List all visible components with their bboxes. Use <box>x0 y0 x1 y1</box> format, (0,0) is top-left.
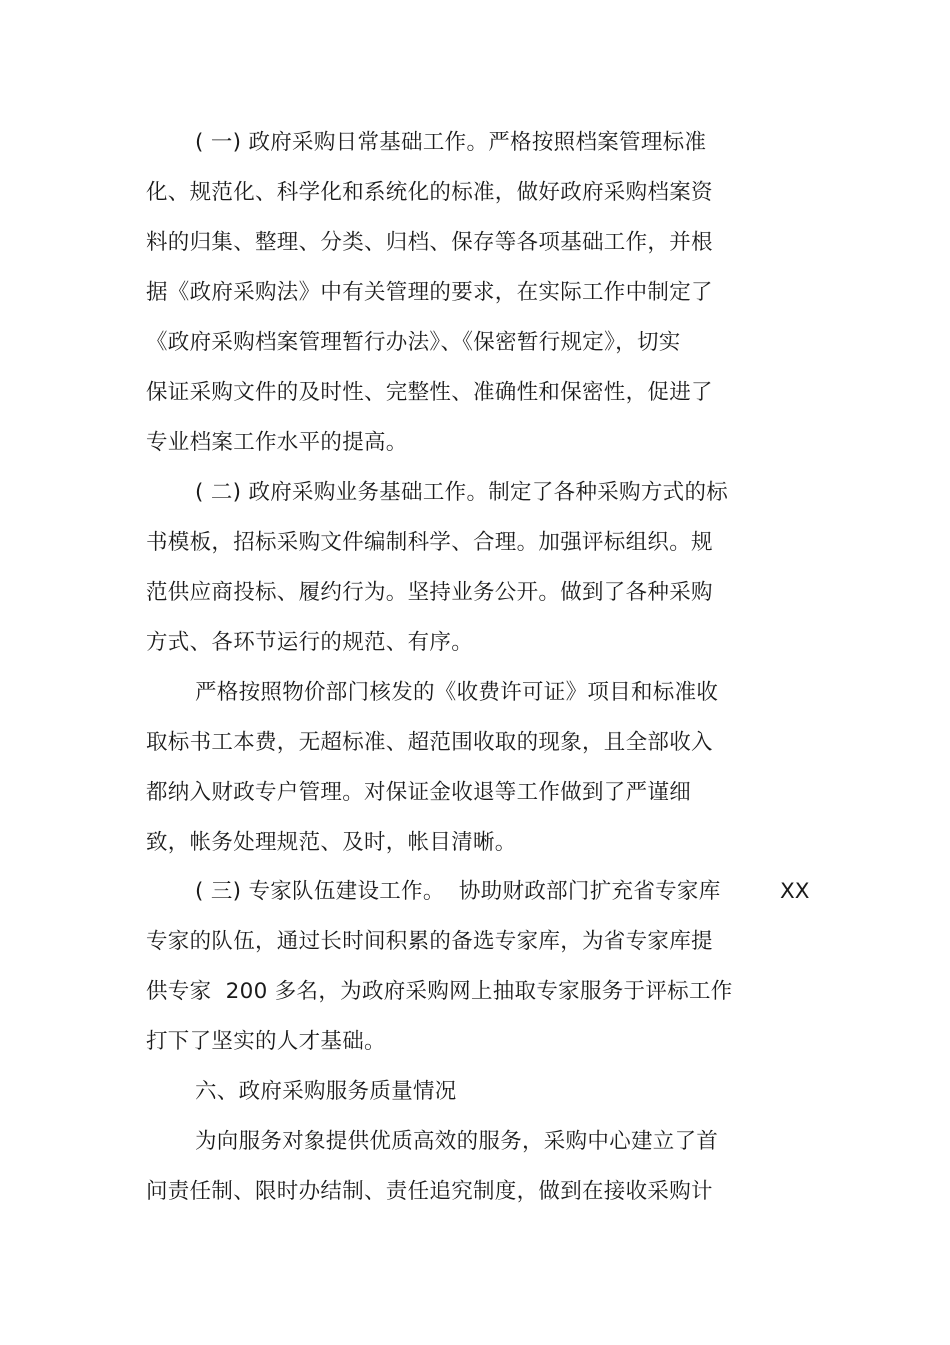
text-line: 《政府采购档案管理暂行办法》、《保密暂行规定》，切实 <box>146 330 681 355</box>
text-line: 方式、各环节运行的规范、有序。 <box>146 630 474 655</box>
text-line: 严格按照物价部门核发的《收费许可证》项目和标准收 <box>195 680 719 705</box>
text-line: 问责任制、限时办结制、责任追究制度，做到在接收采购计 <box>146 1179 713 1204</box>
text-line: 保证采购文件的及时性、完整性、准确性和保密性，促进了 <box>146 380 713 405</box>
text-line: ( 一) 政府采购日常基础工作。严格按照档案管理标准 <box>195 130 707 155</box>
text-line: 范供应商投标、履约行为。坚持业务公开。做到了各种采购 <box>146 580 713 605</box>
text-line: 打下了坚实的人才基础。 <box>146 1029 386 1054</box>
text-line: 化、规范化、科学化和系统化的标准，做好政府采购档案资 <box>146 180 713 205</box>
text-line: ( 三) 专家队伍建设工作。 协助财政部门扩充省专家库 <box>195 879 721 904</box>
section-heading: 六、政府采购服务质量情况 <box>195 1079 457 1104</box>
text-line: 都纳入财政专户管理。对保证金收退等工作做到了严谨细 <box>146 780 692 805</box>
text-line: 据《政府采购法》中有关管理的要求，在实际工作中制定了 <box>146 280 713 305</box>
text-line: ( 二) 政府采购业务基础工作。制定了各种采购方式的标 <box>195 480 729 505</box>
text-line: 书模板，招标采购文件编制科学、合理。加强评标组织。规 <box>146 530 713 555</box>
text-line: 料的归集、整理、分类、归档、保存等各项基础工作，并根 <box>146 230 713 255</box>
text-line: 专家的队伍，通过长时间积累的备选专家库，为省专家库提 <box>146 929 713 954</box>
placeholder-xx: XX <box>780 879 810 904</box>
text-line: 为向服务对象提供优质高效的服务，采购中心建立了首 <box>195 1129 719 1154</box>
text-line: 专业档案工作水平的提高。 <box>146 430 408 455</box>
text-line: 取标书工本费，无超标准、超范围收取的现象，且全部收入 <box>146 730 713 755</box>
text-line: 供专家 200 多名，为政府采购网上抽取专家服务于评标工作 <box>146 979 733 1004</box>
text-line: 致，帐务处理规范、及时，帐目清晰。 <box>146 830 517 855</box>
